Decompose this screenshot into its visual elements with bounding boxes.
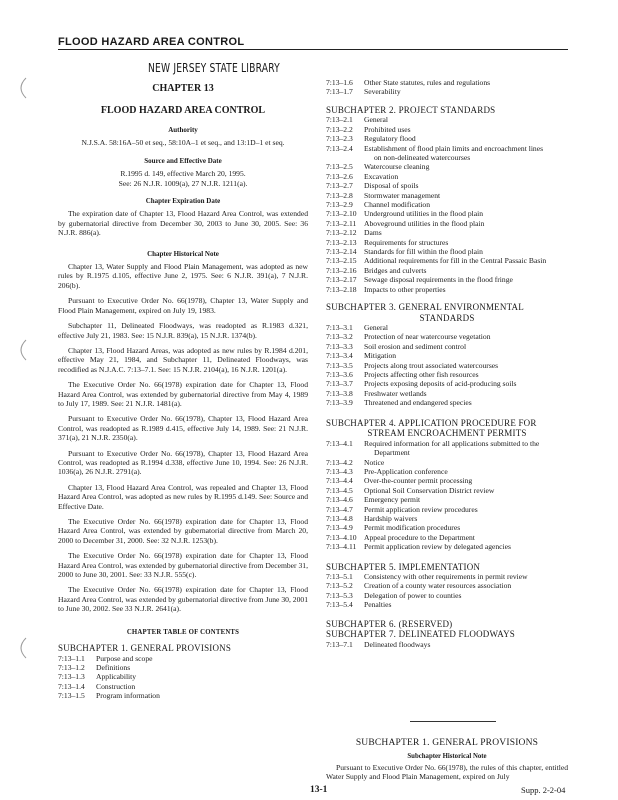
subchapter-1-heading: SUBCHAPTER 1. GENERAL PROVISIONS — [355, 738, 539, 748]
toc-item: 7:13–3.1 General — [326, 323, 389, 333]
toc-item: 7:13–4.9 Permit modification procedures — [326, 523, 461, 533]
toc-item: 7:13–2.18 Impacts to other properties — [326, 284, 446, 294]
history-paragraph: Chapter 13, Water Supply and Flood Plain Management, was adopted as new rules by R.1975 d.105, effective June 2, 1975. See: 6 N.J.R. 391(a), 7 N.J.R. 206(b). — [58, 262, 308, 290]
toc-item: 7:13–2.7 Disposal of spoils — [326, 181, 419, 191]
history-paragraph: The Executive Order No. 66(1978) expiration date for Chapter 13, Flood Hazard Area Control, was extended by gubernatorial directive from May 4, 1989 to July 17, 1989. See: 21 N.J.R. 1481(a). — [58, 380, 308, 408]
source-line-1: R.1995 d. 149, effective March 20, 1995. — [120, 169, 246, 179]
toc-item: 7:13–5.3 Delegation of power to counties — [326, 590, 462, 600]
toc-subchapter-5-title: SUBCHAPTER 5. IMPLEMENTATION — [326, 561, 481, 572]
toc-item: 7:13–2.9 Channel modification — [326, 199, 431, 209]
chapter-title: FLOOD HAZARD AREA CONTROL — [100, 105, 266, 116]
toc-item: 7:13–7.1 Delineated floodways — [326, 639, 431, 649]
toc-item: 7:13–2.17 Sewage disposal requirements in the flood fringe — [326, 275, 513, 285]
toc-subchapter-3-title-line2: STANDARDS — [419, 312, 475, 323]
toc-item: 7:13–3.3 Soil erosion and sediment control — [326, 341, 467, 351]
history-paragraph: Pursuant to Executive Order No. 66(1978), Chapter 13, Flood Hazard Area Control, was readopted as R.1989 d.415, effective July 14, 1989. See: 21 N.J.R. 371(a), 21 N.J.R. 2350(a). — [58, 414, 308, 443]
toc-item: 7:13–2.5 Watercourse cleaning — [326, 162, 430, 172]
toc-item: 7:13–4.3 Pre-Application conference — [326, 466, 448, 476]
toc-subchapter-7-title: SUBCHAPTER 7. DELINEATED FLOODWAYS — [326, 629, 515, 640]
toc-item: 7:13–3.6 Projects affecting other fish resources — [326, 370, 479, 380]
toc-item: 7:13–1.4 Construction — [58, 681, 136, 691]
toc-item: 7:13–4.11 Permit application review by delegated agencies — [326, 542, 511, 552]
punch-hole-mark — [14, 338, 28, 362]
history-heading: Chapter Historical Note — [147, 249, 219, 258]
toc-item: 7:13–1.1 Purpose and scope — [58, 653, 153, 663]
toc-item-continuation: Department — [374, 448, 410, 458]
history-paragraph: Pursuant to Executive Order No. 66(1978), Chapter 13, Flood Hazard Area Control, was readopted as R.1994 d.338, effective June 10, 1994. See: 26 N.J.R. 1036(a), 26 N.J.R. 2791(a). — [58, 448, 308, 477]
source-heading: Source and Effective Date — [144, 156, 222, 165]
section-divider — [410, 721, 496, 722]
toc-item: 7:13–1.5 Program information — [58, 691, 160, 701]
expiration-text: The expiration date of Chapter 13, Flood Hazard Area Control, was extended by gubernatorial directive from December 30, 2003 to June 30, 2005. See: 36 N.J.R. 886(a). — [58, 209, 308, 238]
header-rule — [58, 49, 568, 50]
toc-item: 7:13–4.1 Required information for all applications submitted to the — [326, 438, 540, 448]
toc-item: 7:13–2.15 Additional requirements for fill in the Central Passaic Basin — [326, 256, 547, 266]
history-paragraph: Pursuant to Executive Order No. 66(1978), Chapter 13, Water Supply and Flood Plain Management, expired on July 19, 1983. — [58, 296, 308, 315]
toc-item: 7:13–4.10 Appeal procedure to the Department — [326, 532, 475, 542]
supplement-date: Supp. 2-2-04 — [521, 785, 566, 795]
toc-item: 7:13–3.5 Projects along trout associated watercourses — [326, 360, 499, 370]
toc-item: 7:13–3.8 Freshwater wetlands — [326, 388, 427, 398]
subchapter-note-text: Pursuant to Executive Order No. 66(1978), the rules of this chapter, entitled Water Supply and Flood Plain Management, expired on July — [326, 763, 568, 781]
toc-item: 7:13–2.16 Bridges and culverts — [326, 265, 427, 275]
toc-item: 7:13–2.3 Regulatory flood — [326, 134, 416, 144]
toc-item: 7:13–4.4 Over-the-counter permit processing — [326, 476, 473, 486]
toc-item: 7:13–2.10 Underground utilities in the flood plain — [326, 209, 484, 219]
toc-item: 7:13–2.6 Excavation — [326, 171, 399, 181]
authority-heading: Authority — [168, 126, 198, 134]
right-column — [326, 78, 568, 649]
left-column — [58, 78, 308, 701]
subchapter-note-heading: Subchapter Historical Note — [407, 753, 487, 760]
toc-item: 7:13–2.14 Standards for fill within the flood plain — [326, 247, 483, 256]
toc-item: 7:13–1.2 Definitions — [58, 662, 131, 672]
toc-subchapter-4-title-line2: STREAM ENCROACHMENT PERMITS — [367, 428, 527, 439]
toc-item: 7:13–2.8 Stormwater management — [326, 190, 441, 200]
toc-subchapter-2-title: SUBCHAPTER 2. PROJECT STANDARDS — [326, 104, 496, 115]
toc-item: 7:13–2.4 Establishment of flood plain limits and encroachment lines — [326, 143, 544, 153]
chapter-number: CHAPTER 13 — [152, 83, 214, 94]
toc-item: 7:13–4.5 Optional Soil Conservation District review — [326, 485, 495, 495]
toc-item: 7:13–3.2 Protection of near watercourse vegetation — [326, 332, 491, 342]
toc-item: 7:13–3.4 Mitigation — [326, 351, 397, 361]
toc-item: 7:13–2.13 Requirements for structures — [326, 237, 449, 247]
toc-item: 7:13–3.7 Projects exposing deposits of acid-producing soils — [326, 379, 517, 389]
toc-subchapter-4-title: SUBCHAPTER 4. APPLICATION PROCEDURE FOR — [326, 417, 537, 428]
history-paragraph: The Executive Order No. 66(1978) expiration date for Chapter 13, Flood Hazard Area Control, was extended by gubernatorial directive from December 31, 2000 to June 30, 2001. See: 33 N.J.R. 555(c). — [58, 551, 308, 580]
history-paragraph: The Executive Order No. 66(1978) expiration date for Chapter 13, Flood Hazard Area Control, was extended by gubernatorial directive from March 20, 2000 to December 31, 2000. See: 32 N.J.R. 1253(b). — [58, 517, 308, 545]
history-paragraph: Subchapter 11, Delineated Floodways, was readopted as R.1983 d.321, effective July 21, 1983. See: 15 N.J.R. 839(a), 15 N.J.R. 1374(b). — [58, 321, 308, 340]
toc-item-continuation: on non-delineated watercourses — [374, 152, 471, 162]
punch-hole-mark — [14, 76, 28, 100]
expiration-heading: Chapter Expiration Date — [145, 197, 221, 206]
toc-item: 7:13–2.11 Aboveground utilities in the flood plain — [326, 218, 485, 228]
toc-item: 7:13–1.6 Other State statutes, rules and regulations — [326, 78, 491, 87]
toc-subchapter-3-title: SUBCHAPTER 3. GENERAL ENVIRONMENTAL — [326, 302, 524, 313]
toc-item: 7:13–4.6 Emergency permit — [326, 495, 421, 505]
toc-item: 7:13–2.12 Dams — [326, 228, 382, 238]
source-line-2: See: 26 N.J.R. 1009(a), 27 N.J.R. 1211(a). — [118, 178, 248, 188]
history-paragraph: Chapter 13, Flood Hazard Area Control, was repealed and Chapter 13, Flood Hazard Area Control, was adopted as new rules by R.1995 d.149. See: Source and Effective Date. — [58, 482, 308, 511]
toc-item: 7:13–2.1 General — [326, 115, 389, 125]
authority-text: N.J.S.A. 58:16A–50 et seq., 58:10A–1 et seq., and 13:1D–1 et seq. — [81, 138, 285, 148]
page-number: 13-1 — [310, 785, 328, 795]
toc-item: 7:13–1.3 Applicability — [58, 672, 137, 682]
toc-heading: CHAPTER TABLE OF CONTENTS — [126, 628, 240, 636]
toc-item: 7:13–5.2 Creation of a county water resources association — [326, 581, 512, 591]
toc-item: 7:13–4.8 Hardship waivers — [326, 513, 418, 523]
punch-hole-mark — [14, 636, 28, 660]
toc-item: 7:13–2.2 Prohibited uses — [326, 124, 411, 134]
library-stamp: NEW JERSEY STATE LIBRARY — [148, 61, 280, 75]
history-paragraph: The Executive Order No. 66(1978) expiration date for Chapter 13, Flood Hazard Area Control, was extended by gubernatorial directive from June 30, 2001 to June 30, 2002. See 33 N.J.R. 2641(a). — [58, 585, 308, 614]
toc-item: 7:13–4.7 Permit application review procedures — [326, 504, 478, 514]
toc-item: 7:13–1.7 Severability — [326, 87, 401, 97]
toc-item: 7:13–3.9 Threatened and endangered species — [326, 398, 472, 408]
running-header: FLOOD HAZARD AREA CONTROL — [58, 36, 245, 48]
history-paragraph: Chapter 13, Flood Hazard Areas, was adopted as new rules by R.1984 d.201, effective May 21, 1984, and Subchapter 11, Delineated Floodways, was recodified as N.J.A.C. 7:13–7.1. See: 15 N.J.R. 2104(a), 16 N.J.R. 1201(a). — [58, 345, 308, 374]
toc-subchapter-1-title: SUBCHAPTER 1. GENERAL PROVISIONS — [58, 643, 232, 654]
toc-subchapter-6-title: SUBCHAPTER 6. (RESERVED) — [326, 618, 453, 629]
toc-item: 7:13–4.2 Notice — [326, 457, 385, 467]
toc-item: 7:13–5.1 Consistency with other requirements in permit review — [326, 572, 528, 582]
toc-item: 7:13–5.4 Penalties — [326, 600, 392, 610]
